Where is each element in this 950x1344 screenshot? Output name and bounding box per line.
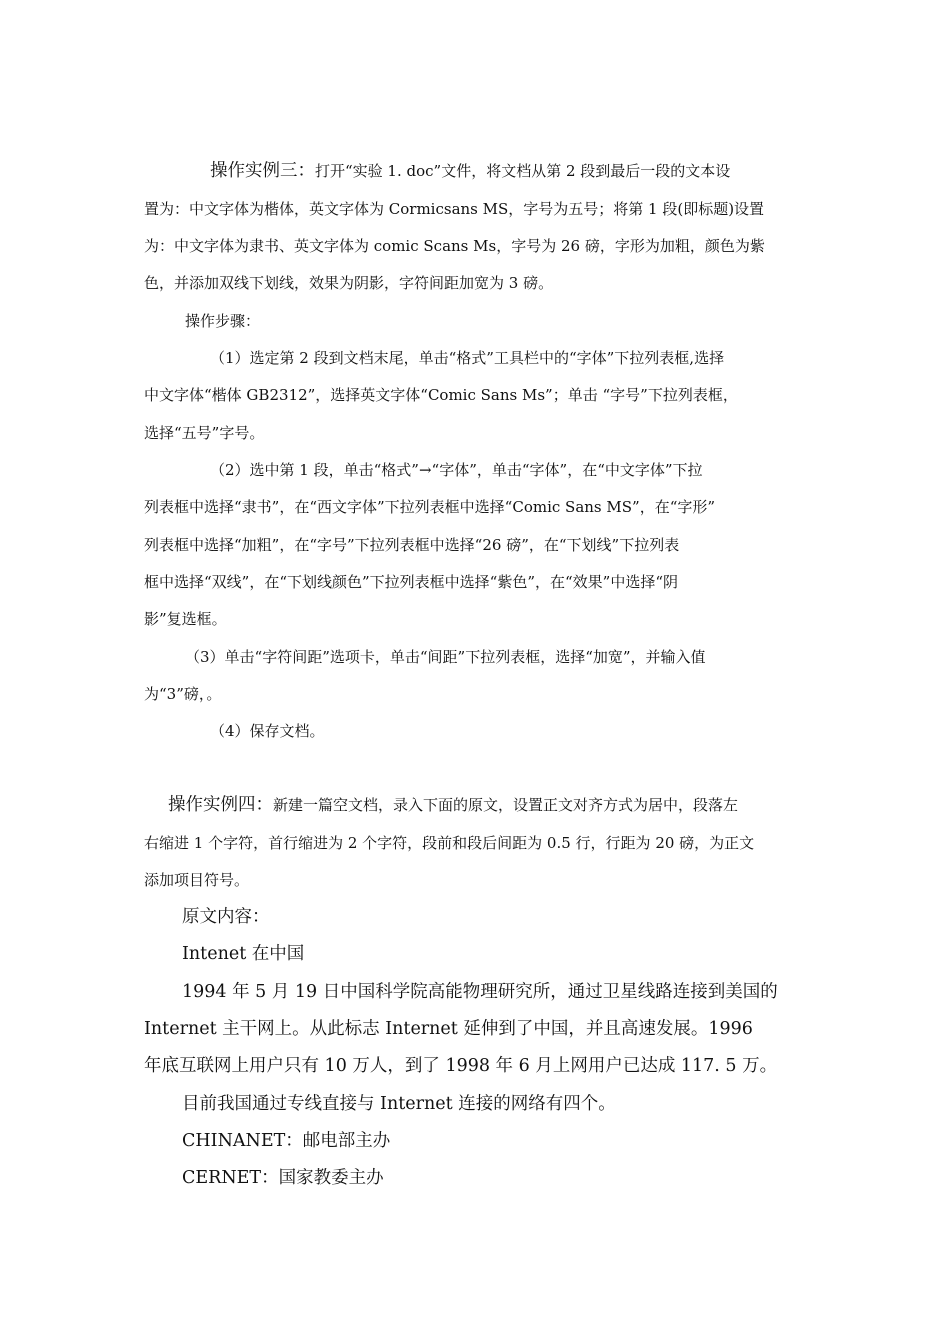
step2-line-4: 框中选择“双线”，在“下划线颜色”下拉列表框中选择“紫色”，在“效果”中选择“阴 — [144, 573, 679, 591]
example4-title: 操作实例四： — [168, 795, 273, 815]
step3-line-1: （3）单击“字符间距”选项卡，单击“间距”下拉列表框，选择“加宽”，并输入值 — [185, 648, 706, 666]
article-title: Intenet 在中国 — [182, 944, 305, 964]
example3-intro-2: 置为：中文字体为楷体，英文字体为 Cormicsans MS，字号为五号；将第 1 段(即标题)设置 — [144, 200, 765, 218]
list-item-cernet: CERNET：国家教委主办 — [182, 1168, 384, 1188]
step1-line-1: （1）选定第 2 段到文档末尾，单击“格式”工具栏中的“字体”下拉列表框,选择 — [210, 349, 725, 367]
step3-line-2: 为“3”磅，。 — [144, 685, 222, 703]
step4-line: （4）保存文档。 — [210, 722, 325, 740]
example4-intro-1: 新建一篇空文档，录入下面的原文，设置正文对齐方式为居中，段落左 — [273, 796, 739, 814]
para1-line-3: 年底互联网上用户只有 10 万人，到了 1998 年 6 月上网用户已达成 117. 5 万。 — [144, 1056, 778, 1076]
example3-intro-3: 为：中文字体为隶书、英文字体为 comic Scans Ms，字号为 26 磅，字形为加粗，颜色为紫 — [144, 237, 765, 255]
para1-line-2: Internet 主干网上。从此标志 Internet 延伸到了中国，并且高速发展。1996 — [144, 1019, 753, 1039]
step1-line-2: 中文字体“楷体 GB2312”，选择英文字体“Comic Sans Ms”；单击 “字号”下拉列表框， — [144, 386, 738, 404]
step2-line-5: 影”复选框。 — [144, 610, 227, 628]
list-item-chinanet: CHINANET：邮电部主办 — [182, 1131, 391, 1151]
example4-intro-3: 添加项目符号。 — [144, 871, 250, 889]
step2-line-3: 列表框中选择“加粗”，在“字号”下拉列表框中选择“26 磅”，在“下划线”下拉列表 — [144, 536, 680, 554]
original-heading: 原文内容： — [182, 907, 270, 927]
example3-title: 操作实例三： — [210, 161, 315, 181]
example4-intro-2: 右缩进 1 个字符，首行缩进为 2 个字符，段前和段后间距为 0.5 行，行距为 20 磅，为正文 — [144, 834, 755, 852]
example3-line-1 — [210, 161, 730, 181]
example3-intro-1: 打开“实验 1. doc”文件，将文档从第 2 段到最后一段的文本设 — [315, 162, 731, 180]
para2-line: 目前我国通过专线直接与 Internet 连接的网络有四个。 — [182, 1094, 616, 1114]
example4-line-1 — [168, 795, 738, 815]
step2-line-1: （2）选中第 1 段，单击“格式”→“字体”，单击“字体”，在“中文字体”下拉 — [210, 461, 703, 479]
steps-heading: 操作步骤： — [185, 312, 261, 330]
step1-line-3: 选择“五号”字号。 — [144, 424, 265, 442]
step2-line-2: 列表框中选择“隶书”，在“西文字体”下拉列表框中选择“Comic Sans MS”，在“字形” — [144, 498, 716, 516]
example3-intro-4: 色，并添加双线下划线，效果为阴影，字符间距加宽为 3 磅。 — [144, 274, 554, 292]
para1-line-1: 1994 年 5 月 19 日中国科学院高能物理研究所，通过卫星线路连接到美国的 — [182, 982, 778, 1002]
